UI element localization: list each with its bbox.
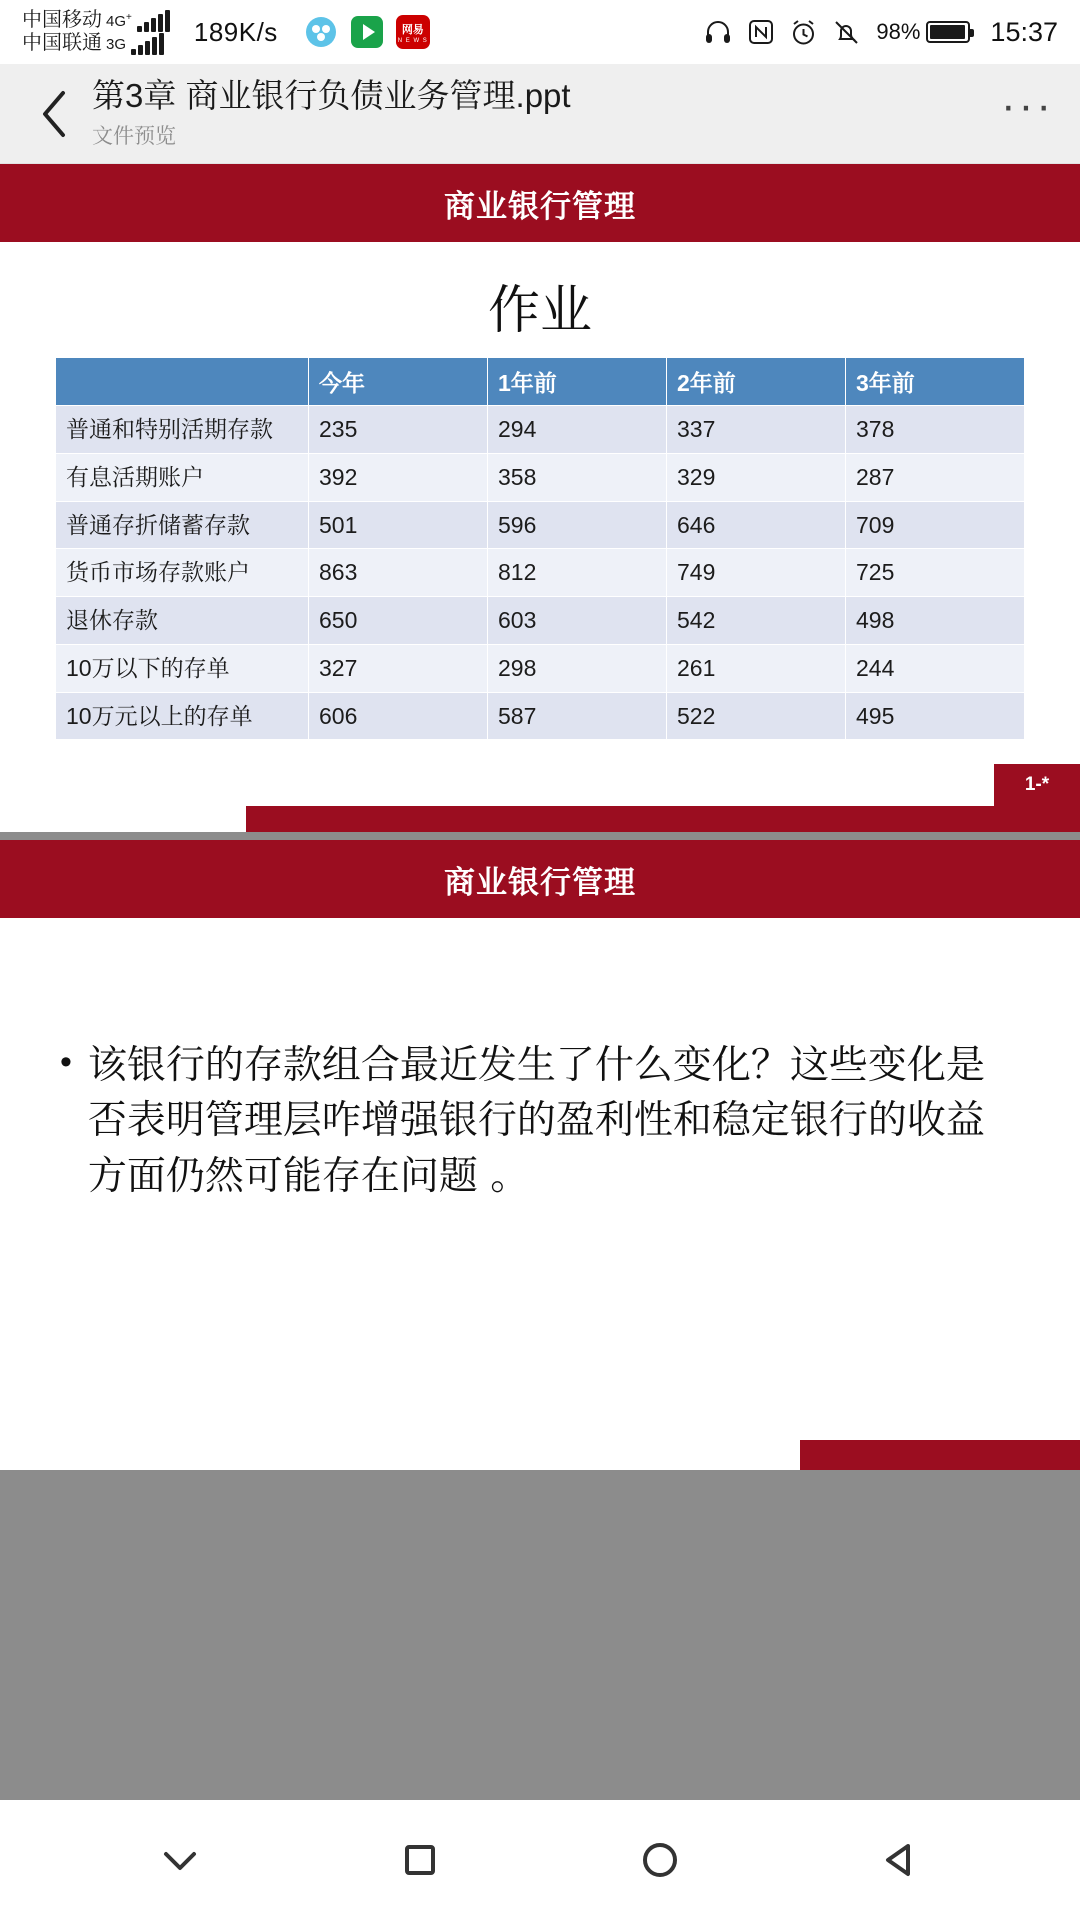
netease-news-label: 网易 xyxy=(401,23,424,36)
slide-1-title: 商业银行管理 xyxy=(444,188,636,224)
table-row xyxy=(56,597,1025,645)
nav-back-icon[interactable] xyxy=(855,1815,945,1905)
table-cell: 358 xyxy=(488,453,667,501)
nav-collapse-icon[interactable] xyxy=(135,1815,225,1905)
carrier-primary-label: 中国移动 xyxy=(22,9,102,31)
battery-icon xyxy=(926,21,970,43)
carrier-primary-row xyxy=(22,9,172,32)
network-speed-label: 189K/s xyxy=(193,16,278,47)
table-cell: 378 xyxy=(846,406,1025,454)
cloud-sync-icon xyxy=(304,15,338,49)
table-cell: 327 xyxy=(309,644,488,692)
netease-news-sublabel: N E W S xyxy=(397,37,428,44)
table-row xyxy=(56,644,1025,692)
slide-2-bullet xyxy=(26,918,1054,1204)
table-row xyxy=(56,549,1025,597)
table-col-header-1: 今年 xyxy=(309,358,488,406)
table-cell: 542 xyxy=(667,597,846,645)
slide-2-footer-bar xyxy=(800,1440,1080,1470)
table-row-label: 普通和特别活期存款 xyxy=(56,406,309,454)
slide-2-bullet-text: 该银行的存款组合最近发生了什么变化？这些变化是否表明管理层咋增强银行的盈利性和稳定银行的收益方面仍然可能存在问题 。 xyxy=(87,1043,985,1199)
carrier-secondary-row xyxy=(22,32,172,55)
status-right-cluster xyxy=(704,17,1058,48)
table-cell: 501 xyxy=(309,501,488,549)
page-title: 第3章 商业银行负债业务管理.ppt xyxy=(92,76,571,114)
table-cell: 298 xyxy=(488,644,667,692)
battery-percent-label: 98% xyxy=(876,19,921,44)
notification-app-icons xyxy=(304,15,430,49)
headphones-icon xyxy=(704,18,732,46)
slide-1 xyxy=(0,164,1080,832)
clock-label: 15:37 xyxy=(990,16,1058,47)
slide-1-footer-bar xyxy=(246,806,1080,832)
table-cell: 725 xyxy=(846,549,1025,597)
slide-1-page-tag: 1-* xyxy=(994,764,1080,806)
slide-1-heading: 作业 xyxy=(487,281,592,341)
table-cell: 646 xyxy=(667,501,846,549)
table-row xyxy=(56,692,1025,740)
table-cell: 709 xyxy=(846,501,1025,549)
table-cell: 606 xyxy=(309,692,488,740)
table-cell: 261 xyxy=(667,644,846,692)
carrier-primary-network-label: 4G+ xyxy=(106,11,132,30)
table-row-label: 普通存折储蓄存款 xyxy=(56,501,309,549)
signal-bars-secondary-icon xyxy=(131,33,166,55)
table-cell: 287 xyxy=(846,453,1025,501)
signal-bars-primary-icon xyxy=(137,10,172,32)
table-cell: 596 xyxy=(488,501,667,549)
slide-2 xyxy=(0,840,1080,1470)
table-cell: 587 xyxy=(488,692,667,740)
play-store-icon xyxy=(350,15,384,49)
more-options-icon[interactable]: ··· xyxy=(1001,80,1054,130)
table-header-row xyxy=(56,358,1025,406)
carrier-info xyxy=(22,9,172,55)
table-cell: 235 xyxy=(309,406,488,454)
battery-indicator xyxy=(876,19,970,45)
page-subtitle: 文件预览 xyxy=(92,125,176,149)
table-row-label: 退休存款 xyxy=(56,597,309,645)
table-row xyxy=(56,406,1025,454)
table-cell: 650 xyxy=(309,597,488,645)
table-cell: 244 xyxy=(846,644,1025,692)
table-row xyxy=(56,453,1025,501)
slide-1-body xyxy=(0,242,1080,740)
table-cell: 749 xyxy=(667,549,846,597)
table-cell: 812 xyxy=(488,549,667,597)
carrier-secondary-network-label: 3G xyxy=(106,35,127,53)
slide-2-title-band xyxy=(0,840,1080,918)
table-cell: 337 xyxy=(667,406,846,454)
table-col-header-0 xyxy=(56,358,309,406)
table-row-label: 10万元以上的存单 xyxy=(56,692,309,740)
netease-news-icon xyxy=(396,15,430,49)
table-col-header-3: 2年前 xyxy=(667,358,846,406)
table-row-label: 10万以下的存单 xyxy=(56,644,309,692)
table-row-label: 货币市场存款账户 xyxy=(56,549,309,597)
carrier-secondary-label: 中国联通 xyxy=(22,32,102,54)
app-header xyxy=(0,64,1080,164)
slide-2-title: 商业银行管理 xyxy=(444,864,636,900)
table-row xyxy=(56,501,1025,549)
back-chevron-icon[interactable] xyxy=(30,84,78,144)
status-bar xyxy=(0,0,1080,64)
system-navigation-bar xyxy=(0,1800,1080,1920)
document-preview-scroll[interactable] xyxy=(0,164,1080,1800)
table-row-label: 有息活期账户 xyxy=(56,453,309,501)
table-cell: 495 xyxy=(846,692,1025,740)
nav-recents-icon[interactable] xyxy=(375,1815,465,1905)
table-cell: 329 xyxy=(667,453,846,501)
deposits-table xyxy=(55,357,1025,740)
table-cell: 603 xyxy=(488,597,667,645)
slide-1-title-band xyxy=(0,164,1080,242)
alarm-icon xyxy=(790,19,817,46)
table-col-header-2: 1年前 xyxy=(488,358,667,406)
table-cell: 863 xyxy=(309,549,488,597)
bullet-marker: • xyxy=(60,1043,72,1081)
slide-2-body xyxy=(0,918,1080,1204)
header-title-block xyxy=(92,77,571,151)
nfc-icon xyxy=(748,19,774,45)
table-cell: 392 xyxy=(309,453,488,501)
nav-home-icon[interactable] xyxy=(615,1815,705,1905)
table-cell: 498 xyxy=(846,597,1025,645)
table-cell: 294 xyxy=(488,406,667,454)
table-col-header-4: 3年前 xyxy=(846,358,1025,406)
table-cell: 522 xyxy=(667,692,846,740)
notification-off-icon xyxy=(833,19,860,46)
